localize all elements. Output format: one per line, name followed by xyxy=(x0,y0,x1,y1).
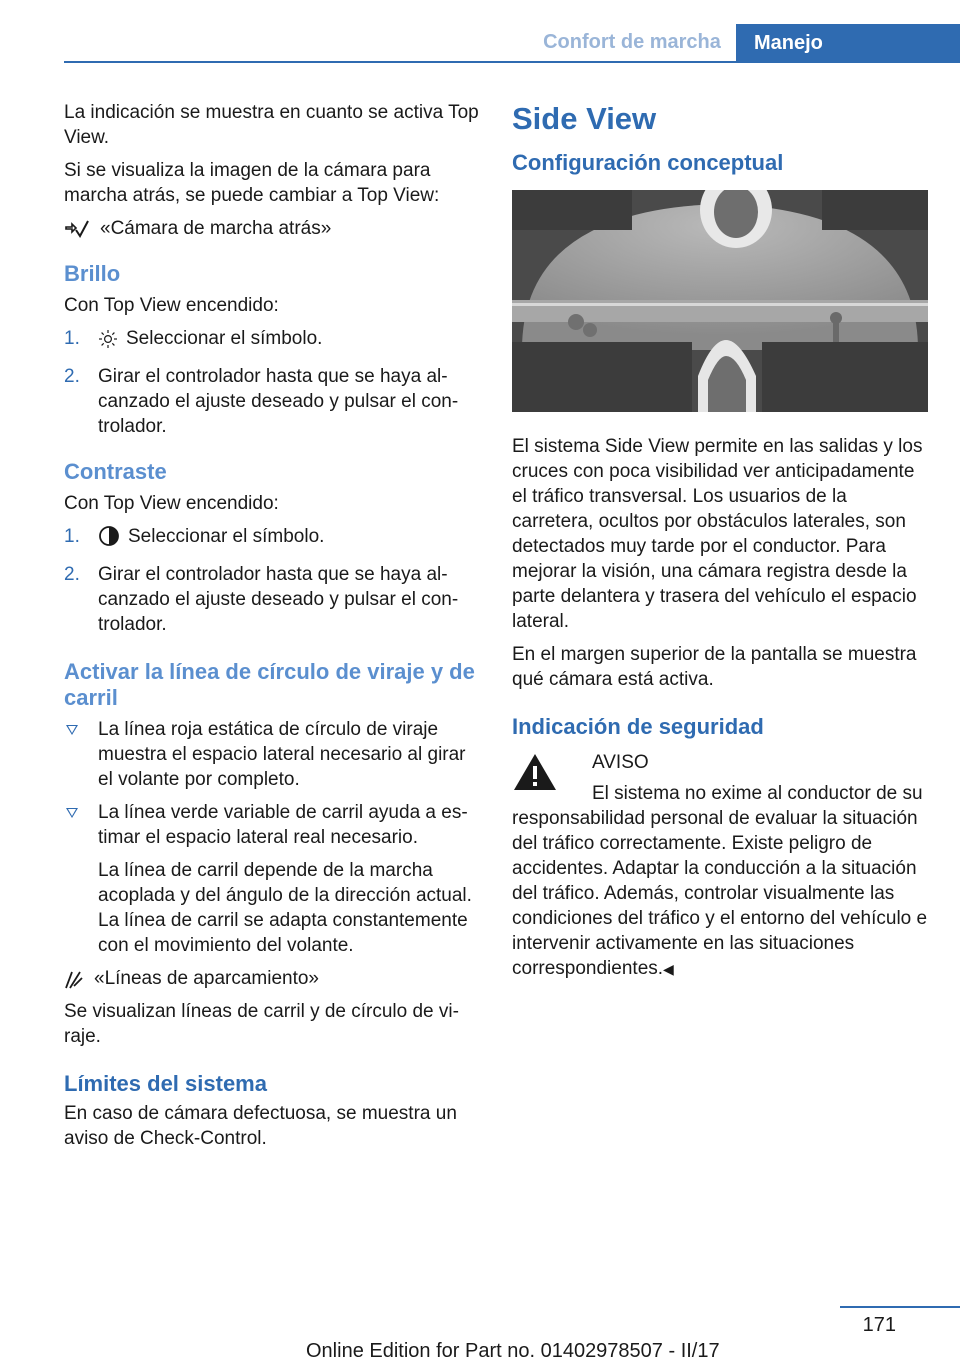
warning-title: AVISO xyxy=(592,752,649,773)
list-item xyxy=(64,524,482,555)
side-view-paragraph-2: En el margen superior de la pantalla se muestra qué cámara está activa. xyxy=(512,644,917,690)
brillo-steps xyxy=(64,326,482,439)
parking-lines-label: «Líneas de aparcamiento» xyxy=(94,968,319,989)
brillo-heading: Brillo xyxy=(64,261,121,286)
side-view-paragraph-1: El sistema Side View permite en las salidas y los cruces con poca visibilidad ver anticipadamente el tráfico transversal. Los usuarios de la carretera, ocultos por obstáculos laterales, son detectados muy tarde por el conductor. Para mejorar la visión, una cámara registra desde la parte delantera y trasera del vehículo el espacio lateral. xyxy=(512,436,923,632)
step-number: 2. xyxy=(64,365,80,387)
step-text: Seleccionar el símbolo. xyxy=(128,525,325,547)
list-item xyxy=(64,800,482,850)
warning-box xyxy=(512,750,930,982)
parking-lines-option xyxy=(64,966,482,991)
bullet-text: La línea roja estática de círculo de viraje muestra el espacio lateral necesario al girar el volante por completo. xyxy=(98,719,466,790)
limites-text: En caso de cámara defectuosa, se muestra un aviso de Check-Control. xyxy=(64,1103,457,1149)
footer-rule xyxy=(840,1306,960,1308)
seguridad-heading: Indicación de seguridad xyxy=(512,714,764,739)
left-column xyxy=(64,100,482,1159)
list-item xyxy=(64,326,482,356)
brillo-lead: Con Top View encendido: xyxy=(64,295,279,316)
bullet-2-extra: La línea de carril depende de la marcha acoplada y del ángulo de la dirección actual. La línea de carril se adapta constantemente con el movimiento del volante. xyxy=(98,860,472,956)
step-number: 1. xyxy=(64,328,80,349)
end-mark-icon: ◀ xyxy=(663,961,674,977)
header-chapter-tab: Manejo xyxy=(736,24,960,63)
step-text: Girar el controlador hasta que se haya alcanzado el ajuste deseado y pulsar el controlador. xyxy=(98,564,459,635)
lineas-bullets xyxy=(64,717,482,850)
warning-triangle-icon xyxy=(512,752,558,792)
lineas-after: Se visualizan líneas de carril y de círculo de viraje. xyxy=(64,1001,459,1047)
rear-camera-option xyxy=(64,216,482,241)
list-item xyxy=(64,717,482,792)
parking-lines-icon xyxy=(64,968,84,990)
bullet-triangle-icon xyxy=(66,725,78,735)
rear-camera-label: «Cámara de marcha atrás» xyxy=(100,218,332,239)
header-rule xyxy=(64,61,960,63)
page-number: 171 xyxy=(862,1314,896,1336)
step-number: 2. xyxy=(64,564,80,585)
warning-text-content: El sistema no exime al conductor de su responsabilidad personal de evaluar la situación del tráfico correctamente. Existe peligro de accidentes. Adaptar la conducción a la situación del tráfico. Además, controlar visualmente las condiciones del tráfico y el entorno del vehículo e intervenir activamente en las situaciones correspondientes. xyxy=(512,783,928,979)
header-section-tab: Confort de marcha xyxy=(543,31,721,53)
contraste-heading: Contraste xyxy=(64,458,167,484)
contrast-icon xyxy=(98,525,120,547)
bullet-text: La línea verde variable de carril ayuda a estimar el espacio lateral real necesario. xyxy=(98,802,468,848)
side-view-title: Side View xyxy=(512,101,657,136)
warning-text xyxy=(512,781,930,982)
brightness-icon xyxy=(98,329,118,349)
configuracion-heading: Configuración conceptual xyxy=(512,150,784,175)
contraste-steps xyxy=(64,524,482,638)
contraste-lead: Con Top View encendido: xyxy=(64,492,279,514)
rear-camera-icon xyxy=(64,218,90,240)
right-column xyxy=(512,100,930,982)
intro-paragraph-2: Si se visualiza la imagen de la cámara para marcha atrás, se puede cambiar a Top View: xyxy=(64,160,440,206)
lineas-heading: Activar la línea de círculo de viraje y de carril xyxy=(64,659,475,710)
list-item xyxy=(64,364,482,439)
intro-paragraph-1: La indicación se muestra en cuanto se activa Top View. xyxy=(64,102,479,148)
bullet-triangle-icon xyxy=(66,808,78,818)
limites-heading: Límites del sistema xyxy=(64,1071,267,1096)
edition-line: Online Edition for Part no. 01402978507 - II/17 xyxy=(306,1340,720,1362)
step-text: Seleccionar el símbolo. xyxy=(126,328,323,349)
step-number: 1. xyxy=(64,525,80,547)
list-item xyxy=(64,562,482,637)
step-text: Girar el controlador hasta que se haya alcanzado el ajuste deseado y pulsar el controlador. xyxy=(98,365,459,437)
side-view-illustration xyxy=(512,190,928,412)
